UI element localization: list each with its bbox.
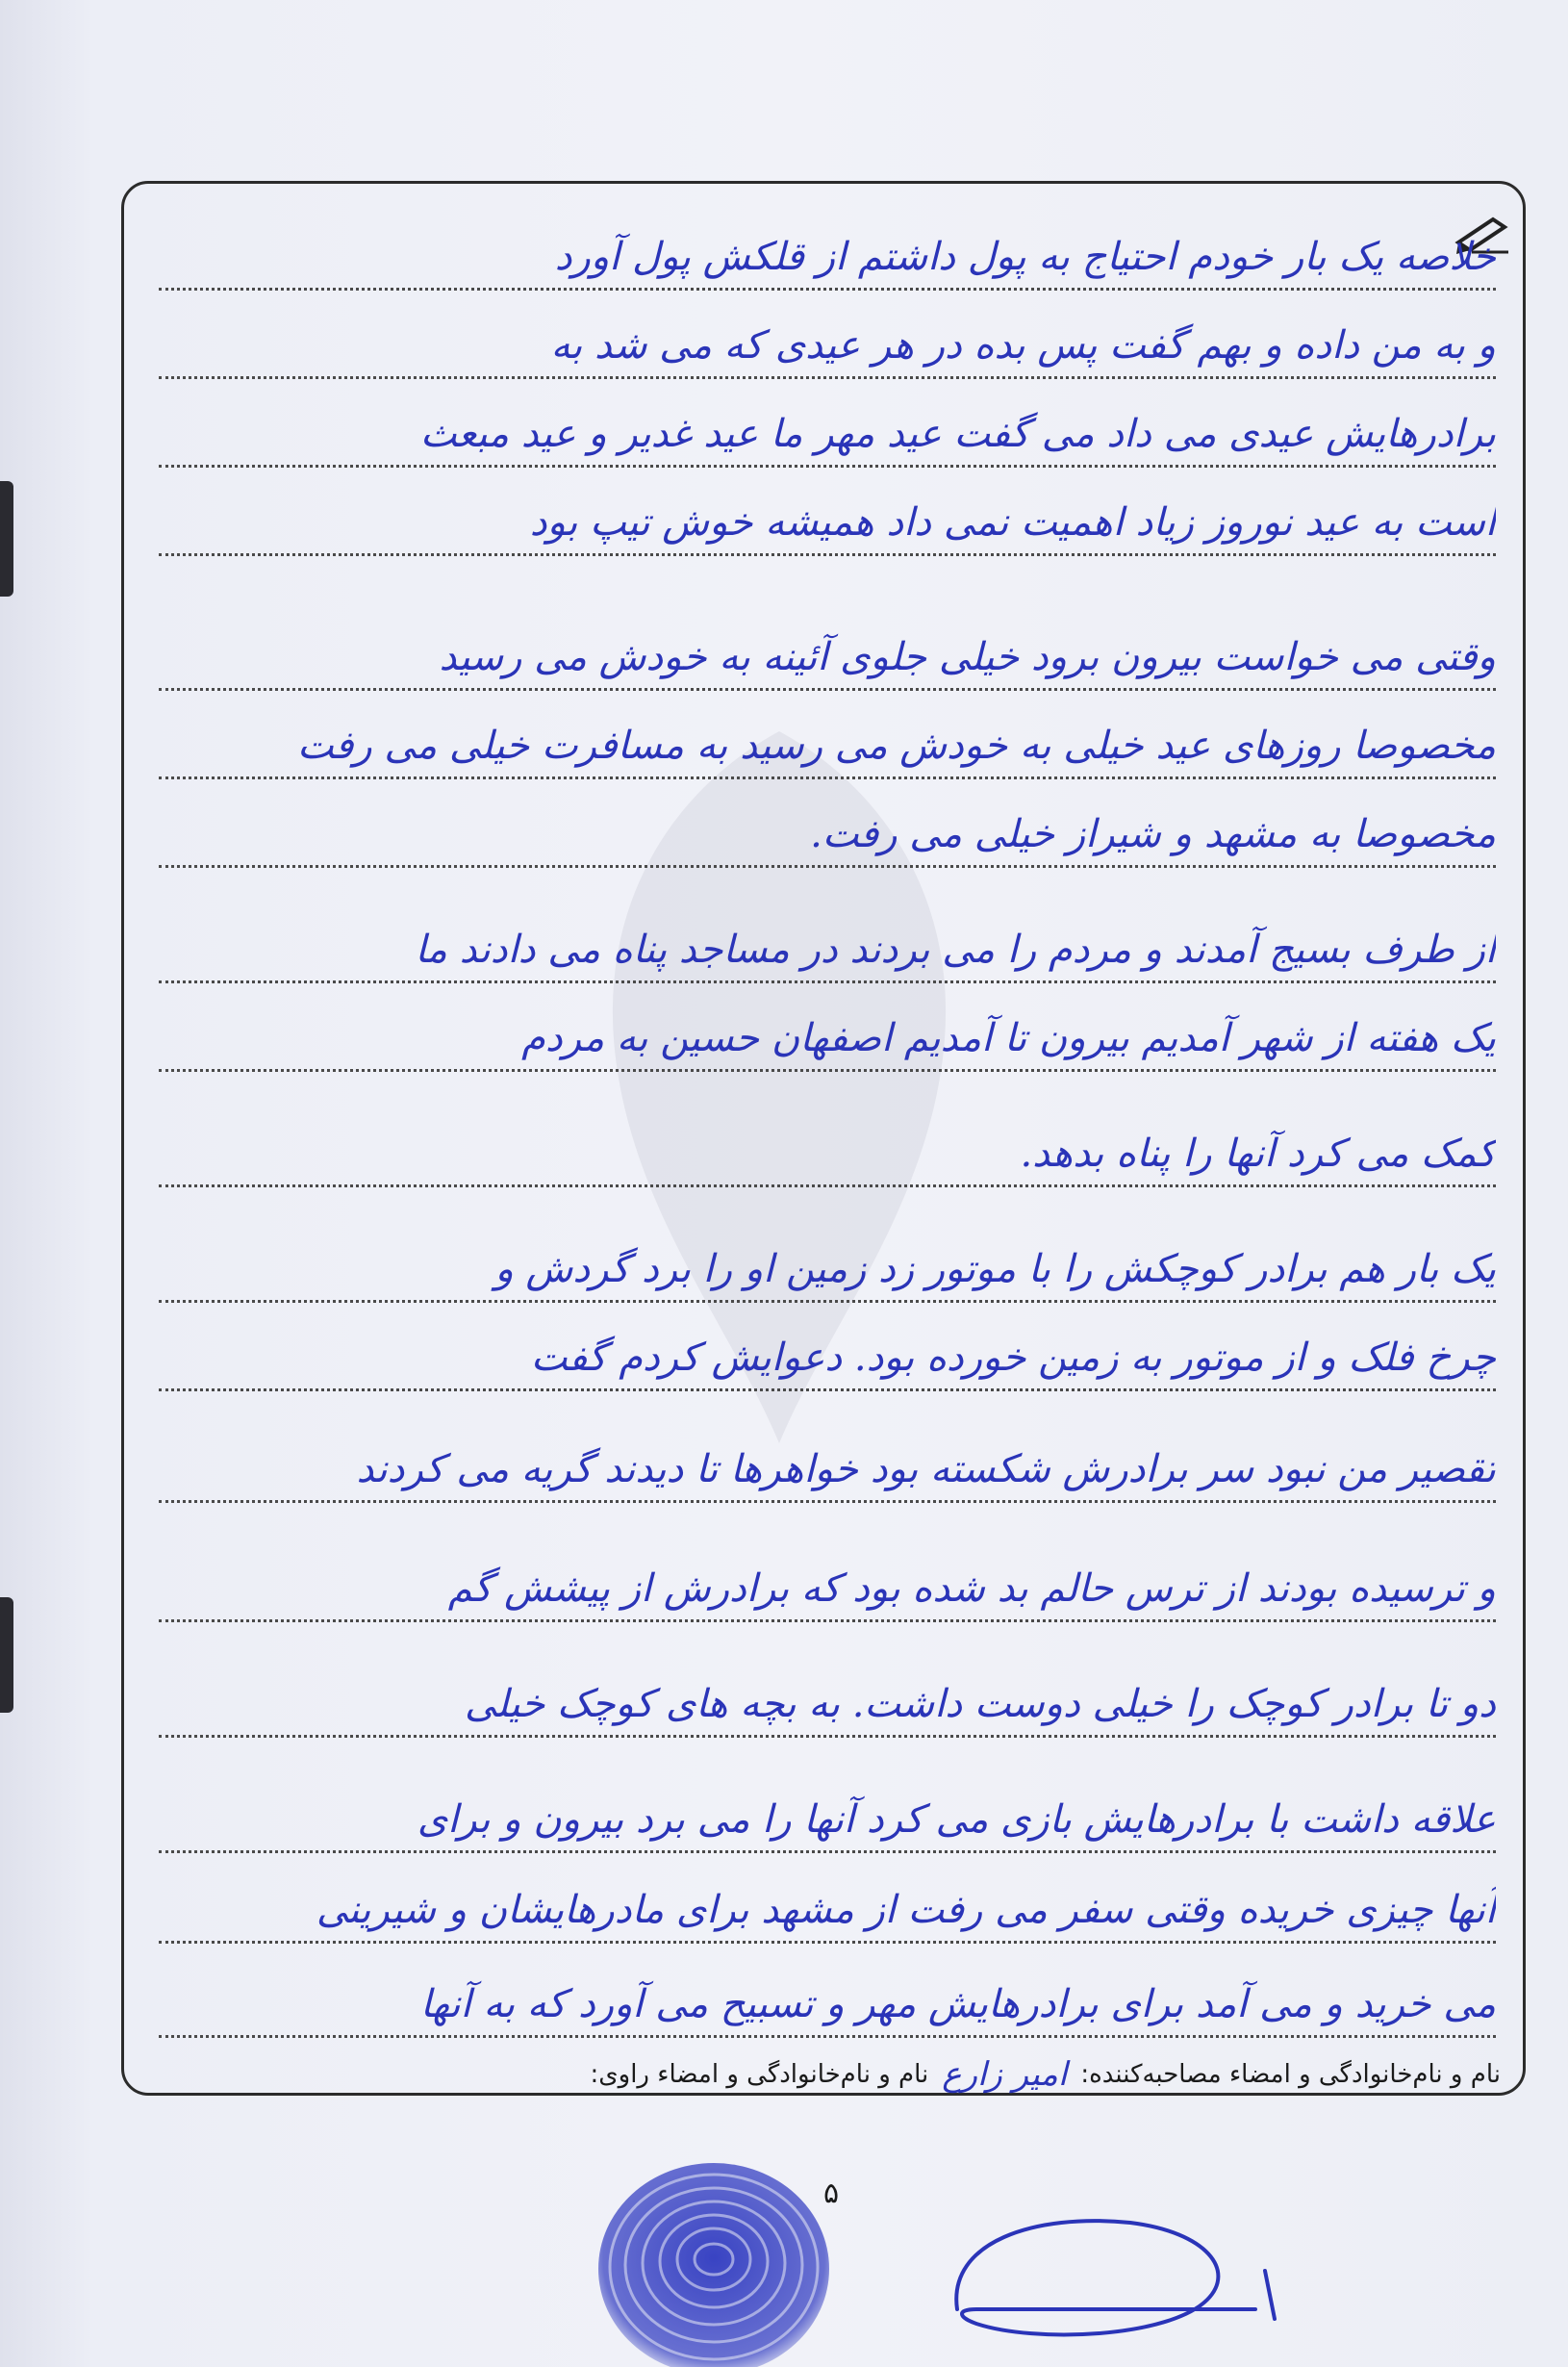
text-line: برادرهایش عیدی می داد می گفت عید مهر ما عید غدیر و عید مبعث (159, 387, 1496, 468)
text-line: خلاصه یک بار خودم احتیاج به پول داشتم از قلکش پول آورد (159, 210, 1496, 291)
text-line: و به من داده و بهم گفت پس بده در هر عیدی که می شد به (159, 298, 1496, 379)
spiral-binding (0, 1597, 13, 1713)
text-line: یک بار هم برادر کوچکش را با موتور زد زمین او را برد گردش و (159, 1222, 1496, 1303)
text-line: از طرف بسیج آمدند و مردم را می بردند در مساجد پناه می دادند ما (159, 903, 1496, 983)
text-line: کمک می کرد آنها را پناه بدهد. (159, 1107, 1496, 1187)
fingerprint-mark (589, 2144, 839, 2367)
page-number: ۵ (823, 2176, 840, 2210)
text-line: تقصیر من نبود سر برادرش شکسته بود خواهرها تا دیدند گریه می کردند (159, 1422, 1496, 1503)
text-line: دو تا برادر کوچک را خیلی دوست داشت. به بچه های کوچک خیلی (159, 1657, 1496, 1738)
narrator-label: نام و نام‌خانوادگی و امضاء راوی: (590, 2060, 929, 2089)
interviewer-signature: امیر زارع (942, 2055, 1068, 2094)
text-line: چرخ فلک و از موتور به زمین خورده بود. دعوایش کردم گفت (159, 1311, 1496, 1391)
text-line: می خرید و می آمد برای برادرهایش مهر و تسبیح می آورد که به آنها (159, 1957, 1496, 2038)
spiral-binding (0, 481, 13, 597)
signature-footer (115, 2055, 1501, 2094)
text-line: یک هفته از شهر آمدیم بیرون تا آمدیم اصفهان حسین به مردم (159, 991, 1496, 1072)
text-line: مخصوصا روزهای عید خیلی به خودش می رسید به مسافرت خیلی می رفت (159, 699, 1496, 779)
text-line: و ترسیده بودند از ترس حالم بد شده بود که برادرش از پیشش گم (159, 1541, 1496, 1622)
text-line: علاقه داشت با برادرهایش بازی می کرد آنها را می برد بیرون و برای (159, 1772, 1496, 1853)
text-line: است به عید نوروز زیاد اهمیت نمی داد همیشه خوش تیپ بود (159, 475, 1496, 556)
text-line: آنها چیزی خریده وقتی سفر می رفت از مشهد برای مادرهایشان و شیرینی (159, 1863, 1496, 1944)
text-line: مخصوصا به مشهد و شیراز خیلی می رفت. (159, 787, 1496, 868)
interviewer-label: نام و نام‌خانوادگی و امضاء مصاحبه‌کننده: (1080, 2060, 1501, 2089)
text-line: وقتی می خواست بیرون برود خیلی جلوی آئینه به خودش می رسید (159, 610, 1496, 691)
handwritten-signature (919, 2165, 1303, 2357)
